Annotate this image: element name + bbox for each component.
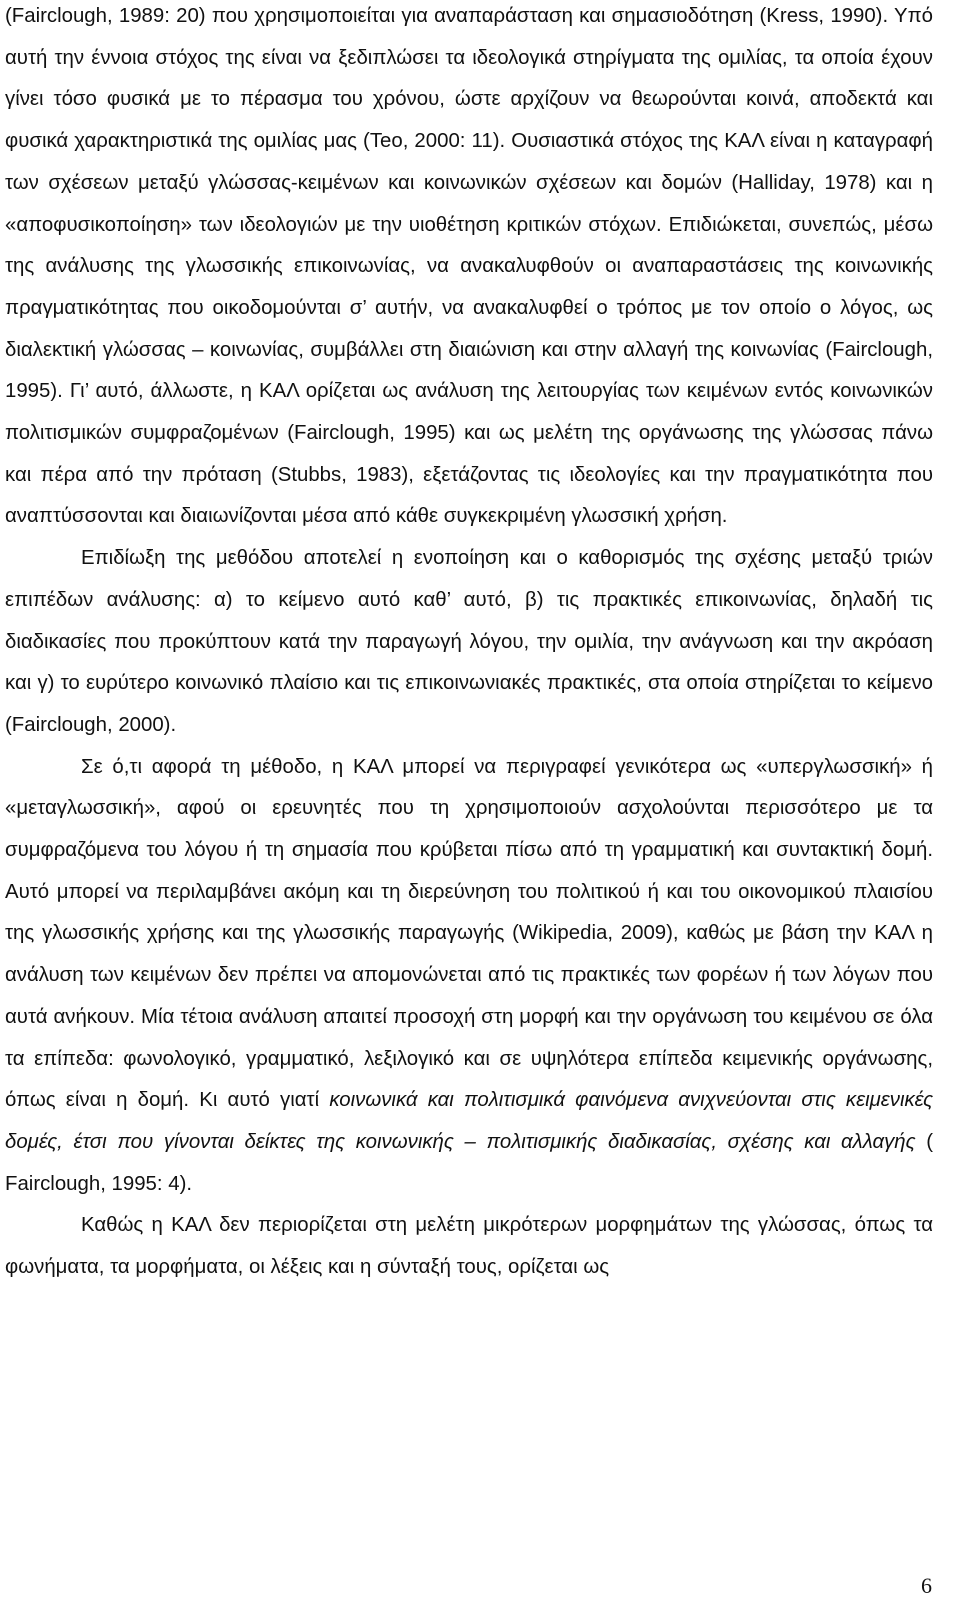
document-page xyxy=(5,0,933,1289)
paragraph-3 xyxy=(5,747,933,1206)
paragraph-3-italic-quote: κοινωνικά και πολιτισμικά φαινόμενα ανιχνεύονται στις κειμενικές δομές, έτσι που γίνονται δείκτες της κοινωνικής – πολιτισμικής διαδικασίας, σχέσης και αλλαγής xyxy=(5,1089,933,1153)
paragraph-2: Επιδίωξη της μεθόδου αποτελεί η ενοποίηση και ο καθορισμός της σχέσης μεταξύ τριών επιπέδων ανάλυσης: α) το κείμενο αυτό καθ’ αυτό, β) τις πρακτικές επικοινωνίας, δηλαδή τις διαδικασίες που προκύπτουν κατά την παραγωγή λόγου, την ομιλία, την ανάγνωση και την ακρόαση και γ) το ευρύτερο κοινωνικό πλαίσιο και τις επικοινωνιακές πρακτικές, στα οποία στηρίζεται το κείμενο (Fairclough, 2000). xyxy=(5,547,933,736)
paragraph-1: (Fairclough, 1989: 20) που χρησιμοποιείται για αναπαράσταση και σημασιοδότηση (Kress, 1990). Υπό αυτή την έννοια στόχος της είναι να ξεδιπλώσει τα ιδεολογικά στηρίγματα της ομιλίας, τα οποία έχουν γίνει τόσο φυσικά με το πέρασμα του χρόνου, ώστε αρχίζουν να θεωρούνται κοινά, αποδεκτά και φυσικά χαρακτηριστικά της ομιλίας μας (Teo, 2000: 11). Ουσιαστικά στόχος της ΚΑΛ είναι η καταγραφή των σχέσεων μεταξύ γλώσσας-κειμένων και κοινωνικών σχέσεων και δομών (Halliday, 1978) και η «αποφυσικοποίηση» των ιδεολογιών με την υιοθέτηση κριτικών στόχων. Επιδιώκεται, συνεπώς, μέσω της ανάλυσης της γλωσσικής επικοινωνίας, να ανακαλυφθούν οι αναπαραστάσεις της κοινωνικής πραγματικότητας που οικοδομούνται σ’ αυτήν, να ανακαλυφθεί ο τρόπος με τον οποίο ο λόγος, ως διαλεκτική γλώσσας – κοινωνίας, συμβάλλει στη διαιώνιση και στην αλλαγή της κοινωνίας (Fairclough, 1995). Γι’ αυτό, άλλωστε, η ΚΑΛ ορίζεται ως ανάλυση της λειτουργίας των κειμένων εντός κοινωνικών πολιτισμικών συμφραζομένων (Fairclough, 1995) και ως μελέτη της οργάνωσης της γλώσσας πάνω και πέρα από την πρόταση (Stubbs, 1983), εξετάζοντας τις ιδεολογίες και την πραγματικότητα που αναπτύσσονται και διαιωνίζονται μέσα από κάθε συγκεκριμένη γλωσσική χρήση. xyxy=(5,5,933,528)
paragraph-3-text-before: Σε ό,τι αφορά τη μέθοδο, η ΚΑΛ μπορεί να περιγραφεί γενικότερα ως «υπεργλωσσική» ή «μεταγλωσσική», αφού οι ερευνητές που τη χρησιμοποιούν ασχολούνται περισσότερο με τα συμφραζόμενα του λόγου ή τη σημασία που κρύβεται πίσω από τη γραμματική και συντακτική δομή. Αυτό μπορεί να περιλαμβάνει ακόμη και τη διερεύνηση του πολιτικού ή και του οικονομικού πλαισίου της γλωσσικής χρήσης και της γλωσσικής παραγωγής (Wikipedia, 2009), καθώς με βάση την ΚΑΛ η ανάλυση των κειμένων δεν πρέπει να απομονώνεται από τις πρακτικές των φορέων ή των λόγων που αυτά ανήκουν. Μία τέτοια ανάλυση απαιτεί προσοχή στη μορφή και την οργάνωση του κειμένου σε όλα τα επίπεδα: φωνολογικό, γραμματικό, λεξιλογικό και σε υψηλότερα επίπεδα κειμενικής οργάνωσης, όπως είναι η δομή. Κι αυτό γιατί xyxy=(5,755,933,1112)
page-number: 6 xyxy=(921,1573,932,1598)
paragraph-3-citation: ( Fairclough, 1995: 4). xyxy=(5,1130,933,1195)
paragraph-4: Καθώς η ΚΑΛ δεν περιορίζεται στη μελέτη μικρότερων μορφημάτων της γλώσσας, όπως τα φωνήματα, τα μορφήματα, οι λέξεις και η σύνταξή τους, ορίζεται ως xyxy=(5,1214,933,1279)
